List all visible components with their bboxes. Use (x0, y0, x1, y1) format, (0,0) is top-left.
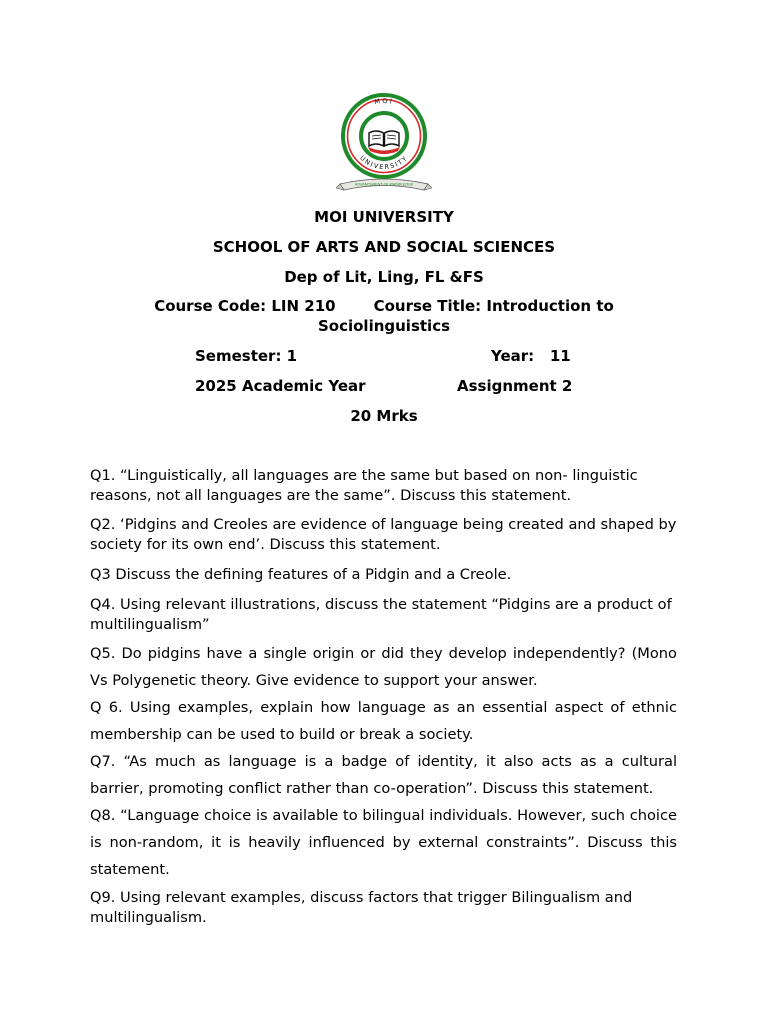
university-logo (336, 88, 432, 200)
question-5: Q5. Do pidgins have a single origin or did they develop independently? (Mono Vs Polygenetic theory. Give evidence to support your answer. (90, 645, 677, 689)
question-7: Q7. “As much as language is a badge of identity, it also acts as a cultural barrier, promoting conflict rather than co-operation”. Discuss this statement. (90, 753, 677, 797)
assignment-number: Assignment 2 (457, 377, 573, 395)
total-marks: 20 Mrks (350, 407, 418, 425)
school-name: SCHOOL OF ARTS AND SOCIAL SCIENCES (212, 238, 556, 256)
question-9: Q9. Using relevant examples, discuss factors that trigger Bilingualism and multilingualism. (90, 889, 633, 926)
question-4: Q4. Using relevant illustrations, discuss the statement “Pidgins are a product of multilingualism” (90, 596, 672, 633)
svg-text:MOI: MOI (373, 96, 395, 107)
course-title: Course Title: Introduction to Sociolinguistics (317, 297, 614, 335)
academic-year: 2025 Academic Year (195, 377, 366, 395)
course-code: Course Code: LIN 210 (154, 297, 336, 315)
year: Year: 11 (491, 347, 571, 365)
question-2: Q2. ‘Pidgins and Creoles are evidence of language being created and shaped by society for its own end’. Discuss this statement. (90, 516, 677, 553)
svg-text:ADVANCEMENT OF KNOWLEDGE: ADVANCEMENT OF KNOWLEDGE (354, 182, 414, 187)
logo-ribbon (336, 179, 432, 190)
book-icon (369, 131, 399, 146)
question-8: Q8. “Language choice is available to bilingual individuals. However, such choice is non-random, it is heavily influenced by external constraints”. Discuss this statement. (90, 807, 677, 878)
university-name: MOI UNIVERSITY (314, 208, 454, 226)
question-3: Q3 Discuss the defining features of a Pidgin and a Creole. (90, 566, 512, 583)
question-6: Q 6. Using examples, explain how language as an essential aspect of ethnic membership can be used to build or break a society. (90, 699, 677, 743)
department-name: Dep of Lit, Ling, FL &FS (284, 268, 484, 286)
question-1: Q1. “Linguistically, all languages are the same but based on non- linguistic reasons, not all languages are the same”. Discuss this statement. (90, 467, 638, 504)
semester: Semester: 1 (195, 347, 298, 365)
course-line (130, 296, 638, 336)
svg-text:UNIVERSITY: UNIVERSITY (358, 153, 410, 172)
